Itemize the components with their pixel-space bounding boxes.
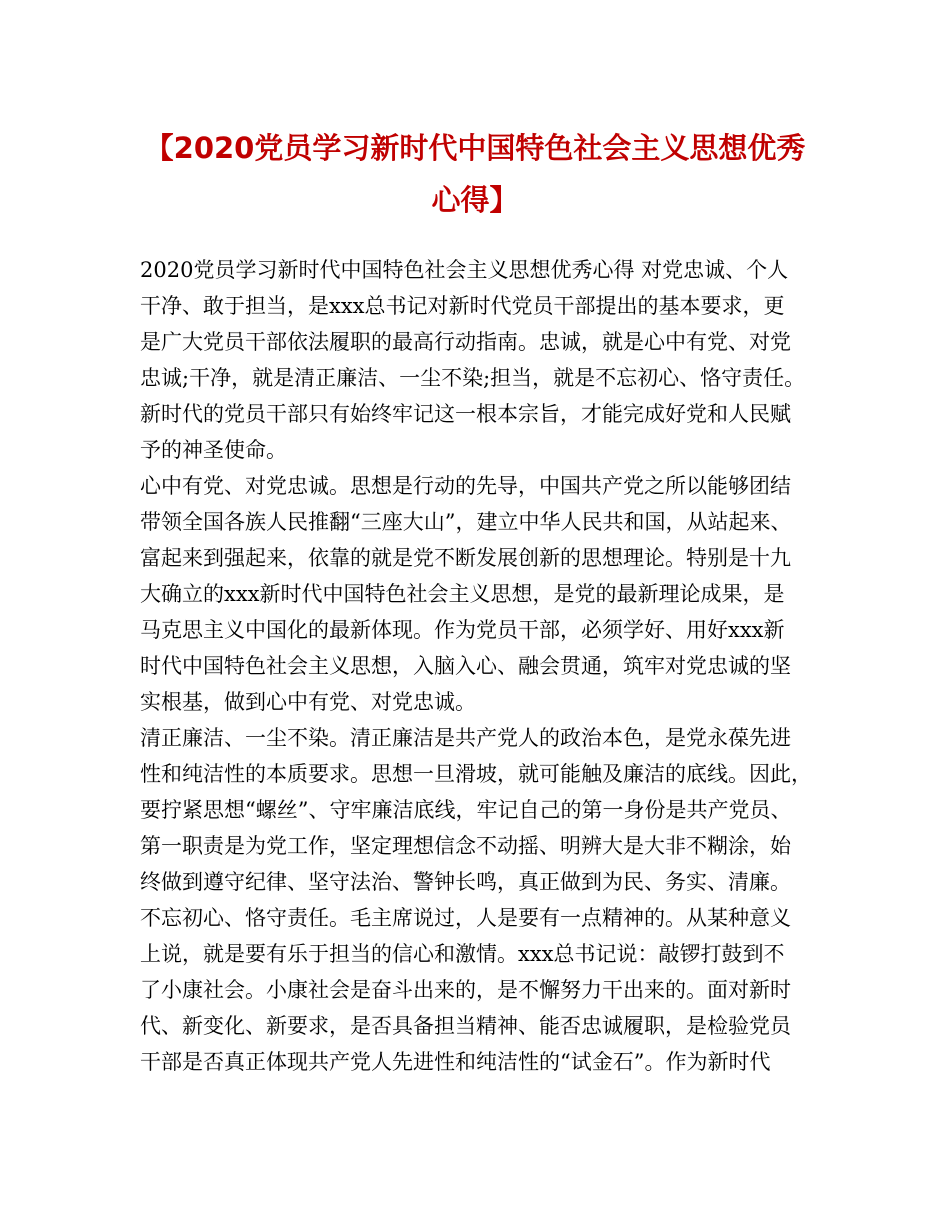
body-line: 忠诚;干净，就是清正廉洁、一尘不染;担当，就是不忘初心、恪守责任。 <box>140 366 806 390</box>
body-line: 大确立的xxx新时代中国特色社会主义思想，是党的最新理论成果，是 <box>140 582 785 606</box>
document-title: 【2020党员学习新时代中国特色社会主义思想优秀心得】 <box>144 131 806 217</box>
body-line: 要拧紧思想“螺丝”、守牢廉洁底线，牢记自己的第一身份是共产党员、 <box>140 798 792 822</box>
body-line: 马克思主义中国化的最新体现。作为党员干部，必须学好、用好xxx新 <box>140 618 785 642</box>
body-line: 不忘初心、恪守责任。毛主席说过，人是要有一点精神的。从某种意义 <box>140 906 791 930</box>
body-line: 干部是否真正体现共产党人先进性和纯洁性的“试金石”。作为新时代 <box>140 1050 771 1074</box>
body-line: 时代中国特色社会主义思想，入脑入心、融会贯通，筑牢对党忠诚的坚 <box>140 654 791 678</box>
body-line: 新时代的党员干部只有始终牢记这一根本宗旨，才能完成好党和人民赋 <box>140 402 791 426</box>
document-body <box>140 252 818 1080</box>
body-line: 代、新变化、新要求，是否具备担当精神、能否忠诚履职，是检验党员 <box>140 1014 791 1038</box>
body-line: 了小康社会。小康社会是奋斗出来的，是不懈努力干出来的。面对新时 <box>140 978 791 1002</box>
body-line: 予的神圣使命。 <box>140 438 287 462</box>
body-line: 清正廉洁、一尘不染。清正廉洁是共产党人的政治本色，是党永葆先进 <box>140 726 791 750</box>
body-line: 带领全国各族人民推翻“三座大山”，建立中华人民共和国，从站起来、 <box>140 510 792 534</box>
body-line: 实根基，做到心中有党、对党忠诚。 <box>140 690 476 714</box>
body-line: 心中有党、对党忠诚。思想是行动的先导，中国共产党之所以能够团结 <box>140 474 791 498</box>
body-line: 干净、敢于担当，是xxx总书记对新时代党员干部提出的基本要求，更 <box>140 294 785 318</box>
body-line: 终做到遵守纪律、坚守法治、警钟长鸣，真正做到为民、务实、清廉。 <box>140 870 791 894</box>
body-line: 是广大党员干部依法履职的最高行动指南。忠诚，就是心中有党、对党 <box>140 330 791 354</box>
body-line: 上说，就是要有乐于担当的信心和激情。xxx总书记说：敲锣打鼓到不 <box>140 942 785 966</box>
body-line: 性和纯洁性的本质要求。思想一旦滑坡，就可能触及廉洁的底线。因此， <box>140 762 812 786</box>
body-line: 2020党员学习新时代中国特色社会主义思想优秀心得 对党忠诚、个人 <box>140 258 789 282</box>
body-line: 富起来到强起来，依靠的就是党不断发展创新的思想理论。特别是十九 <box>140 546 791 570</box>
body-line: 第一职责是为党工作，坚定理想信念不动摇、明辨大是大非不糊涂，始 <box>140 834 791 858</box>
